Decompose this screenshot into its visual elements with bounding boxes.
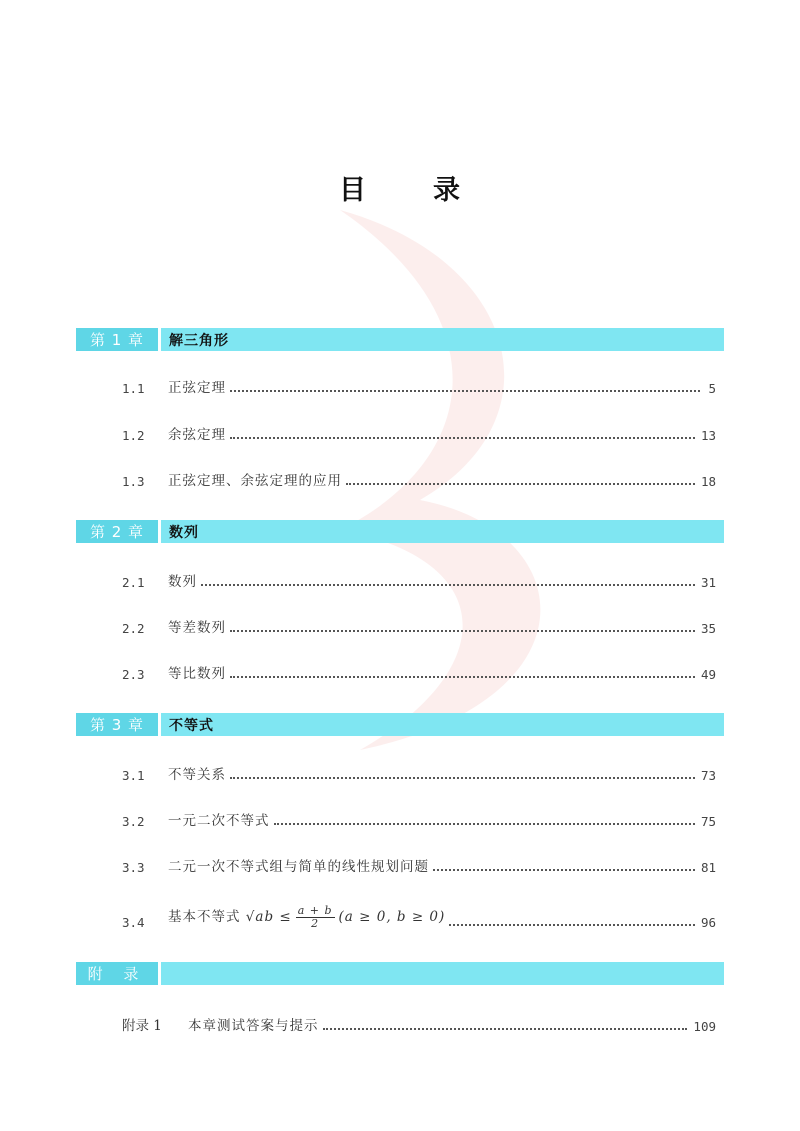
section-title: 余弦定理: [168, 427, 226, 443]
section-number: 3.2: [122, 814, 145, 829]
section-number: 2.1: [122, 575, 145, 590]
section-title: 正弦定理、余弦定理的应用: [168, 473, 342, 489]
toc-entry[interactable]: [122, 467, 716, 489]
page-number: 13: [700, 428, 716, 443]
leader-dots: [201, 583, 695, 586]
math-right: (a ≥ 0, b ≥ 0): [338, 909, 446, 925]
toc-entry[interactable]: [122, 421, 716, 443]
chapter-tag: 第 1 章: [76, 328, 158, 351]
appendix-number: 附录 1: [122, 1018, 162, 1034]
toc-entry[interactable]: [122, 761, 716, 783]
appendix-title: 本章测试答案与提示: [188, 1018, 319, 1034]
page-number: 35: [700, 621, 716, 636]
toc-entry[interactable]: [122, 568, 716, 590]
title-left: 目: [339, 175, 367, 206]
toc-entry[interactable]: [122, 614, 716, 636]
section-title: [168, 905, 445, 930]
toc-entry[interactable]: [122, 853, 716, 875]
section-title: 等比数列: [168, 666, 226, 682]
fraction-denominator: 2: [311, 917, 320, 930]
fraction: [296, 905, 335, 930]
leader-dots: [433, 868, 695, 871]
math-left: √ab ≤: [245, 909, 292, 925]
page-number: 109: [693, 1019, 716, 1034]
leader-dots: [230, 629, 695, 632]
leader-dots: [230, 389, 700, 392]
chapter-name: 数列: [169, 524, 199, 541]
page-number: 18: [700, 474, 716, 489]
leader-dots: [323, 1027, 688, 1030]
page-title: [0, 168, 800, 207]
leader-dots: [274, 822, 695, 825]
section-title: 二元一次不等式组与简单的线性规划问题: [168, 859, 429, 875]
chapter-header-1[interactable]: [76, 328, 724, 351]
leader-dots: [346, 482, 695, 485]
section-number: 2.2: [122, 621, 145, 636]
appendix-header[interactable]: [76, 962, 724, 985]
toc-entry[interactable]: [122, 1012, 716, 1034]
section-title: 不等关系: [168, 767, 226, 783]
toc-entry[interactable]: [122, 660, 716, 682]
section-title-prefix: 基本不等式: [168, 909, 241, 925]
toc-entry[interactable]: [122, 904, 716, 930]
toc-entry[interactable]: [122, 374, 716, 396]
leader-dots: [230, 776, 695, 779]
chapter-name: 不等式: [169, 717, 214, 734]
section-number: 3.1: [122, 768, 145, 783]
page-number: 31: [700, 575, 716, 590]
section-title: 数列: [168, 574, 197, 590]
section-title: 正弦定理: [168, 380, 226, 396]
page-number: 5: [708, 381, 716, 396]
section-number: 1.2: [122, 428, 145, 443]
leader-dots: [449, 923, 695, 926]
section-title: 等差数列: [168, 620, 226, 636]
section-number: 3.4: [122, 915, 145, 930]
leader-dots: [230, 675, 695, 678]
title-right: 录: [433, 175, 461, 206]
page-number: 49: [700, 667, 716, 682]
appendix-tag: 附 录: [76, 962, 158, 985]
page-number: 96: [700, 915, 716, 930]
section-number: 1.3: [122, 474, 145, 489]
chapter-header-3[interactable]: [76, 713, 724, 736]
chapter-tag: 第 3 章: [76, 713, 158, 736]
section-title: 一元二次不等式: [168, 813, 270, 829]
section-number: 2.3: [122, 667, 145, 682]
page-number: 81: [700, 860, 716, 875]
chapter-tag: 第 2 章: [76, 520, 158, 543]
chapter-header-2[interactable]: [76, 520, 724, 543]
chapter-name: 解三角形: [169, 332, 229, 349]
page-number: 73: [700, 768, 716, 783]
fraction-numerator: a + b: [297, 904, 333, 917]
section-number: 1.1: [122, 381, 145, 396]
leader-dots: [230, 436, 695, 439]
toc-entry[interactable]: [122, 807, 716, 829]
section-number: 3.3: [122, 860, 145, 875]
page-number: 75: [700, 814, 716, 829]
